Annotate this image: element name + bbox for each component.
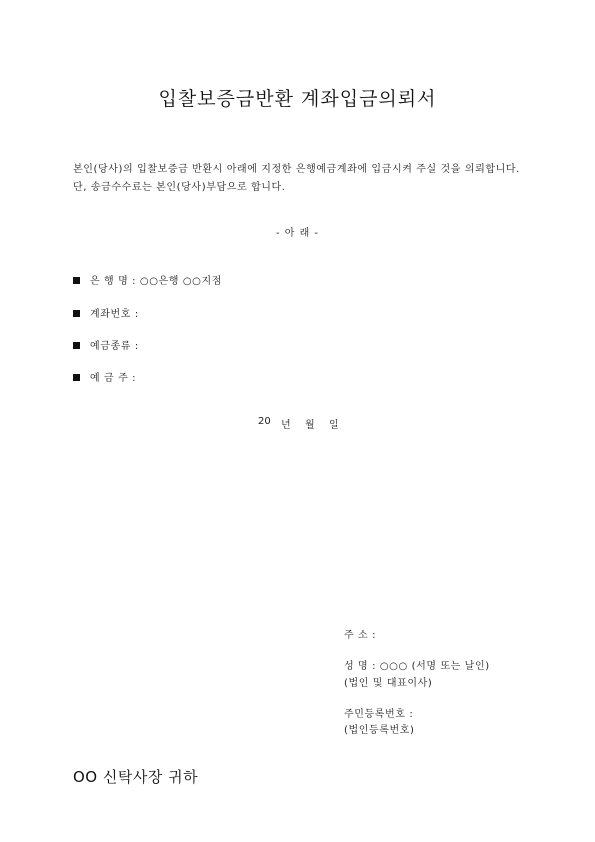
bullet-square-icon [73, 277, 80, 284]
item-account-holder [73, 369, 136, 384]
date-year: 20 [258, 416, 271, 427]
signature-name-note: (법인 및 대표이사) [344, 678, 433, 689]
item-deposit-type [73, 337, 139, 352]
item-label: 예금종류 : [90, 341, 139, 352]
bullet-square-icon [73, 374, 80, 381]
item-label: 계좌번호 : [90, 309, 139, 320]
recipient: OO 신탁사장 귀하 [73, 768, 199, 786]
intro-line-2: 단, 송금수수료는 본인(당사)부담으로 합니다. [73, 182, 286, 193]
item-account-number [73, 305, 139, 320]
signature-name: 성 명 : ○○○ (서명 또는 날인) [344, 661, 490, 672]
signature-address: 주 소 : [344, 630, 377, 641]
date-year-unit: 년 [281, 420, 291, 431]
signature-id-note: (법인등록번호) [344, 725, 415, 736]
intro-line-1: 본인(당사)의 입찰보증금 반환시 아래에 지정한 은행예금계좌에 입금시켜 주실 것을 의뢰합니다. [73, 164, 520, 175]
item-label: 은 행 명 : [90, 276, 137, 287]
item-label: 예 금 주 : [90, 373, 137, 384]
bullet-square-icon [73, 310, 80, 317]
date-day-unit: 일 [329, 420, 339, 431]
below-heading: - 아 래 - [275, 228, 320, 239]
document-title: 입찰보증금반환 계좌입금의뢰서 [158, 88, 437, 110]
date-month-unit: 월 [305, 420, 315, 431]
bullet-square-icon [73, 342, 80, 349]
item-bank-name [73, 272, 222, 287]
signature-id-number: 주민등록번호 : [344, 709, 414, 720]
item-value: ○○은행 ○○지점 [139, 276, 222, 287]
